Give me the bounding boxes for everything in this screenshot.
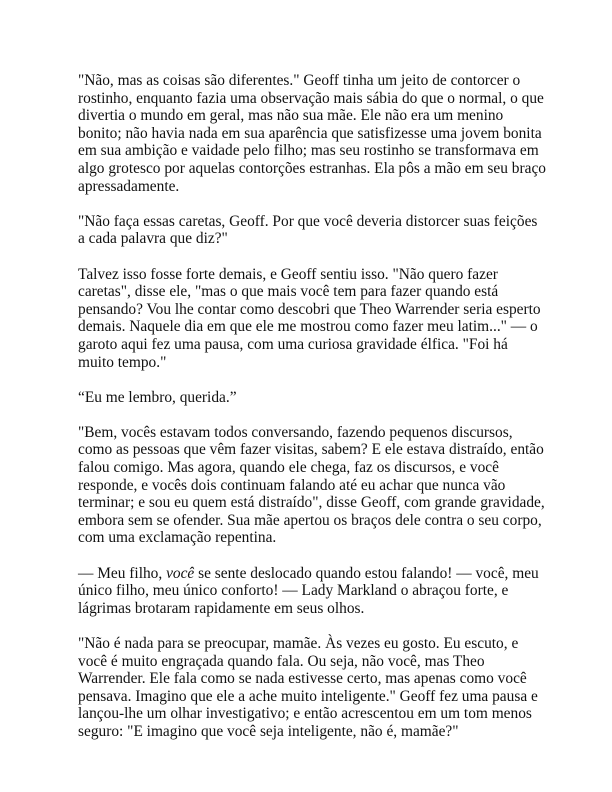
paragraph-text: “Eu me lembro, querida.” bbox=[78, 388, 237, 406]
paragraph-text: "Não, mas as coisas são diferentes." Geoff tinha um jeito de contorcer o rostinho, enquanto fazia uma observação mais sábia do que o normal, o que divertia o mundo em geral, mas não sua mãe. Ele não era um menino bonito; não havia nada em sua aparência que satisfizesse uma jovem bonita em sua ambição e vaidade pelo filho; mas seu rostinho se transformava em algo grotesco por aquelas contorções estranhas. Ela pôs a mão em seu braço apressadamente. bbox=[78, 72, 546, 195]
paragraph bbox=[78, 266, 546, 372]
paragraph bbox=[78, 72, 546, 195]
paragraph bbox=[78, 424, 546, 547]
paragraph bbox=[78, 565, 546, 618]
paragraph-text: Talvez isso fosse forte demais, e Geoff sentiu isso. "Não quero fazer caretas", disse ele, "mas o que mais você tem para fazer quando está pensando? Vou lhe contar como descobri que Theo Warrender seria esperto demais. Naquele dia em que ele me mostrou como fazer meu latim..." — o garoto aqui fez uma pausa, com uma curiosa gravidade élfica. "Foi há muito tempo." bbox=[78, 265, 541, 371]
paragraph-text: se sente deslocado quando estou falando! — você, meu único filho, meu único conforto! — Lady Markland o abraçou forte, e lágrimas brotaram rapidamente em seus olhos. bbox=[78, 564, 539, 617]
paragraph-text: "Não faça essas caretas, Geoff. Por que você deveria distorcer suas feições a cada palavra que diz?" bbox=[78, 212, 538, 248]
paragraph bbox=[78, 389, 546, 407]
paragraph-text: "Não é nada para se preocupar, mamãe. Às vezes eu gosto. Eu escuto, e você é muito engraçada quando fala. Ou seja, não você, mas Theo Warrender. Ele fala como se nada estivesse certo, mas apenas como você pensava. Imagino que ele a ache muito inteligente." Geoff fez uma pausa e lançou-lhe um olhar investigativo; e então acrescentou em um tom menos seguro: "E imagino que você seja inteligente, não é, mamãe?" bbox=[78, 635, 538, 740]
emphasized-word: você bbox=[166, 564, 195, 582]
paragraph bbox=[78, 635, 546, 741]
paragraph-text: "Bem, vocês estavam todos conversando, fazendo pequenos discursos, como as pessoas que vêm fazer visitas, sabem? E ele estava distraído, então falou comigo. Mas agora, quando ele chega, faz os discursos, e você responde, e vocês dois continuam falando até eu achar que nunca vão terminar; e sou eu quem está distraído", disse Geoff, com grande gravidade, embora sem se ofender. Sua mãe apertou os braços dele contra o seu corpo, com uma exclamação repentina. bbox=[78, 423, 545, 547]
paragraph-text: — Meu filho, bbox=[78, 564, 167, 582]
body-text bbox=[78, 72, 546, 741]
paragraph bbox=[78, 213, 546, 248]
